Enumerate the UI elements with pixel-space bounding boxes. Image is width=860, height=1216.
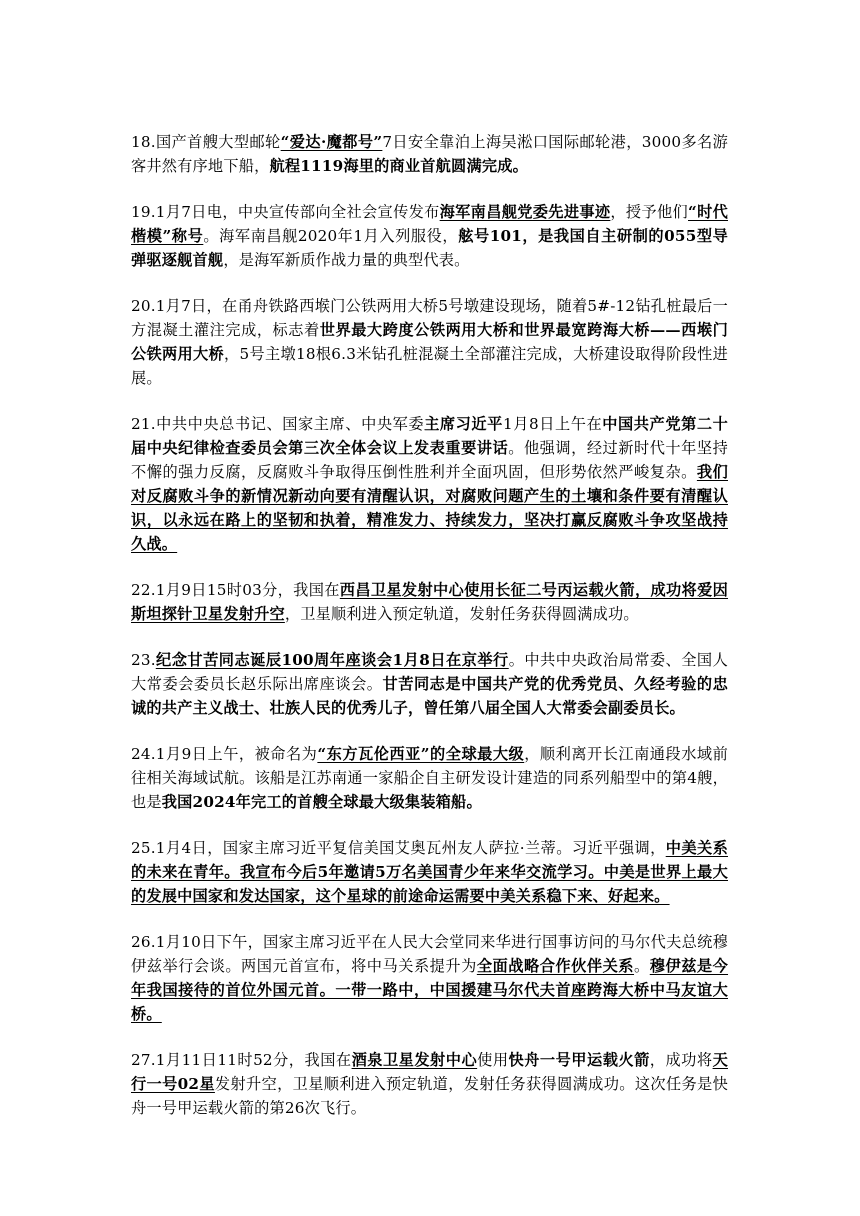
plain-text: 18.国产首艘大型邮轮 (131, 133, 281, 151)
plain-text: ，是海军新质作战力量的典型代表。 (223, 251, 470, 269)
news-item-19 (131, 200, 728, 272)
plain-text: 使用 (477, 1051, 509, 1069)
bold-underlined-text: “时代楷模”称号 (131, 203, 728, 245)
bold-underlined-text: 中美关系的未来在青年。我宣布今后5年邀请5万名美国青少年来华交流学习。中美是世界上最大的发展中国家和发达国家，这个星球的前途命运需要中美关系稳下来、好起来。 (131, 839, 728, 905)
bold-underlined-text: “爱达·魔都号” (280, 133, 383, 151)
bold-text: 主席习近平 (424, 415, 503, 433)
news-item-20 (131, 294, 728, 390)
bold-text: 快舟一号甲运载火箭 (508, 1051, 650, 1069)
plain-text: 7日安全靠泊上海吴淞口国际邮轮港，3000多名游客井然有序地下船， (131, 133, 729, 175)
news-item-26 (131, 930, 728, 1026)
bold-text: 中国共产党第二十届中央纪律检查委员会第三次全体会议上发表重要讲话 (131, 415, 729, 457)
plain-text: 。他强调，经过新时代十年坚持不懈的强力反腐，反腐败斗争取得压倒性胜利并全面巩固，但形势依然严峻复杂。 (131, 439, 728, 481)
plain-text: ，卫星顺利进入预定轨道，发射任务获得圆满成功。 (284, 605, 639, 623)
bold-underlined-text: 天行一号02星 (131, 1051, 728, 1093)
plain-text: 19.1月7日电，中央宣传部向全社会宣传发布 (131, 203, 440, 221)
plain-text: 发射升空，卫星顺利进入预定轨道，发射任务获得圆满成功。这次任务是快舟一号甲运载火箭的第26次飞行。 (131, 1075, 728, 1117)
plain-text: 22.1月9日15时03分，我国在 (131, 581, 340, 599)
bold-underlined-text: “东方瓦伦西亚”的全球最大级 (317, 745, 525, 763)
bold-underlined-text: 纪念甘苦同志诞辰100周年座谈会1月8日在京举行 (155, 651, 509, 669)
plain-text: ，顺利离开长江南通段水域前往相关海域试航。该船是江苏南通一家船企自主研发设计建造的同系列船型中的第4艘，也是 (131, 745, 728, 811)
news-item-23 (131, 648, 728, 720)
bold-underlined-text: 海军南昌舰党委先进事迹 (439, 203, 611, 221)
plain-text: 1月8日上午在 (502, 415, 603, 433)
plain-text: 23. (131, 651, 156, 669)
plain-text: 24.1月9日上午，被命名为 (131, 745, 318, 763)
plain-text: 。海军南昌舰2020年1月入列服役， (203, 227, 459, 245)
plain-text: 。 (634, 957, 650, 975)
plain-text: 27.1月11日11时52分，我国在 (131, 1051, 352, 1069)
news-item-18 (131, 130, 728, 178)
news-item-22 (131, 578, 728, 626)
bold-text: 我国2024年完工的首艘全球最大级集装箱船。 (161, 793, 482, 811)
bold-underlined-text: 西昌卫星发射中心使用长征二号丙运载火箭，成功将爱因斯坦探针卫星发射升空 (131, 581, 729, 623)
news-item-24 (131, 742, 728, 814)
plain-text: ，成功将 (649, 1051, 713, 1069)
bold-underlined-text: 穆伊兹是今年我国接待的首位外国元首。一带一路中，中国援建马尔代夫首座跨海大桥中马友谊大桥。 (131, 957, 729, 1023)
plain-text: ，授予他们 (610, 203, 689, 221)
plain-text: 21.中共中央总书记、国家主席、中央军委 (131, 415, 425, 433)
news-item-25 (131, 836, 728, 908)
bold-text: 舷号101，是我国自主研制的055型导弹驱逐舰首舰 (131, 227, 728, 269)
bold-text: 航程1119海里的商业首航圆满完成。 (269, 157, 528, 175)
bold-text: 甘苦同志是中国共产党的优秀党员、久经考验的忠诚的共产主义战士、壮族人民的优秀儿子，曾任第八届全国人大常委会副委员长。 (131, 675, 729, 717)
bold-underlined-text: 全面战略合作伙伴关系 (476, 957, 635, 975)
plain-text: 25.1月4日，国家主席习近平复信美国艾奥瓦州友人萨拉·兰蒂。习近平强调， (131, 839, 666, 857)
plain-text: 。中共中央政治局常委、全国人大常委会委员长赵乐际出席座谈会。 (131, 651, 728, 693)
news-item-21 (131, 412, 728, 556)
bold-text: 世界最大跨度公铁两用大桥和世界最宽跨海大桥——西堠门公铁两用大桥 (131, 321, 729, 363)
news-item-27 (131, 1048, 728, 1120)
plain-text: ，5号主墩18根6.3米钻孔桩混凝土全部灌注完成，大桥建设取得阶段性进展。 (131, 345, 728, 387)
bold-underlined-text: 我们对反腐败斗争的新情况新动向要有清醒认识，对腐败问题产生的土壤和条件要有清醒认识，以永远在路上的坚韧和执着，精准发力、持续发力，坚决打赢反腐败斗争攻坚战持久战。 (131, 463, 728, 553)
plain-text: 20.1月7日，在甬舟铁路西堠门公铁两用大桥5号墩建设现场，随着5#-12钻孔桩最后一方混凝土灌注完成，标志着 (131, 297, 728, 339)
bold-underlined-text: 酒泉卫星发射中心 (351, 1051, 478, 1069)
plain-text: 26.1月10日下午，国家主席习近平在人民大会堂同来华进行国事访问的马尔代夫总统穆伊兹举行会谈。两国元首宣布，将中马关系提升为 (131, 933, 728, 975)
